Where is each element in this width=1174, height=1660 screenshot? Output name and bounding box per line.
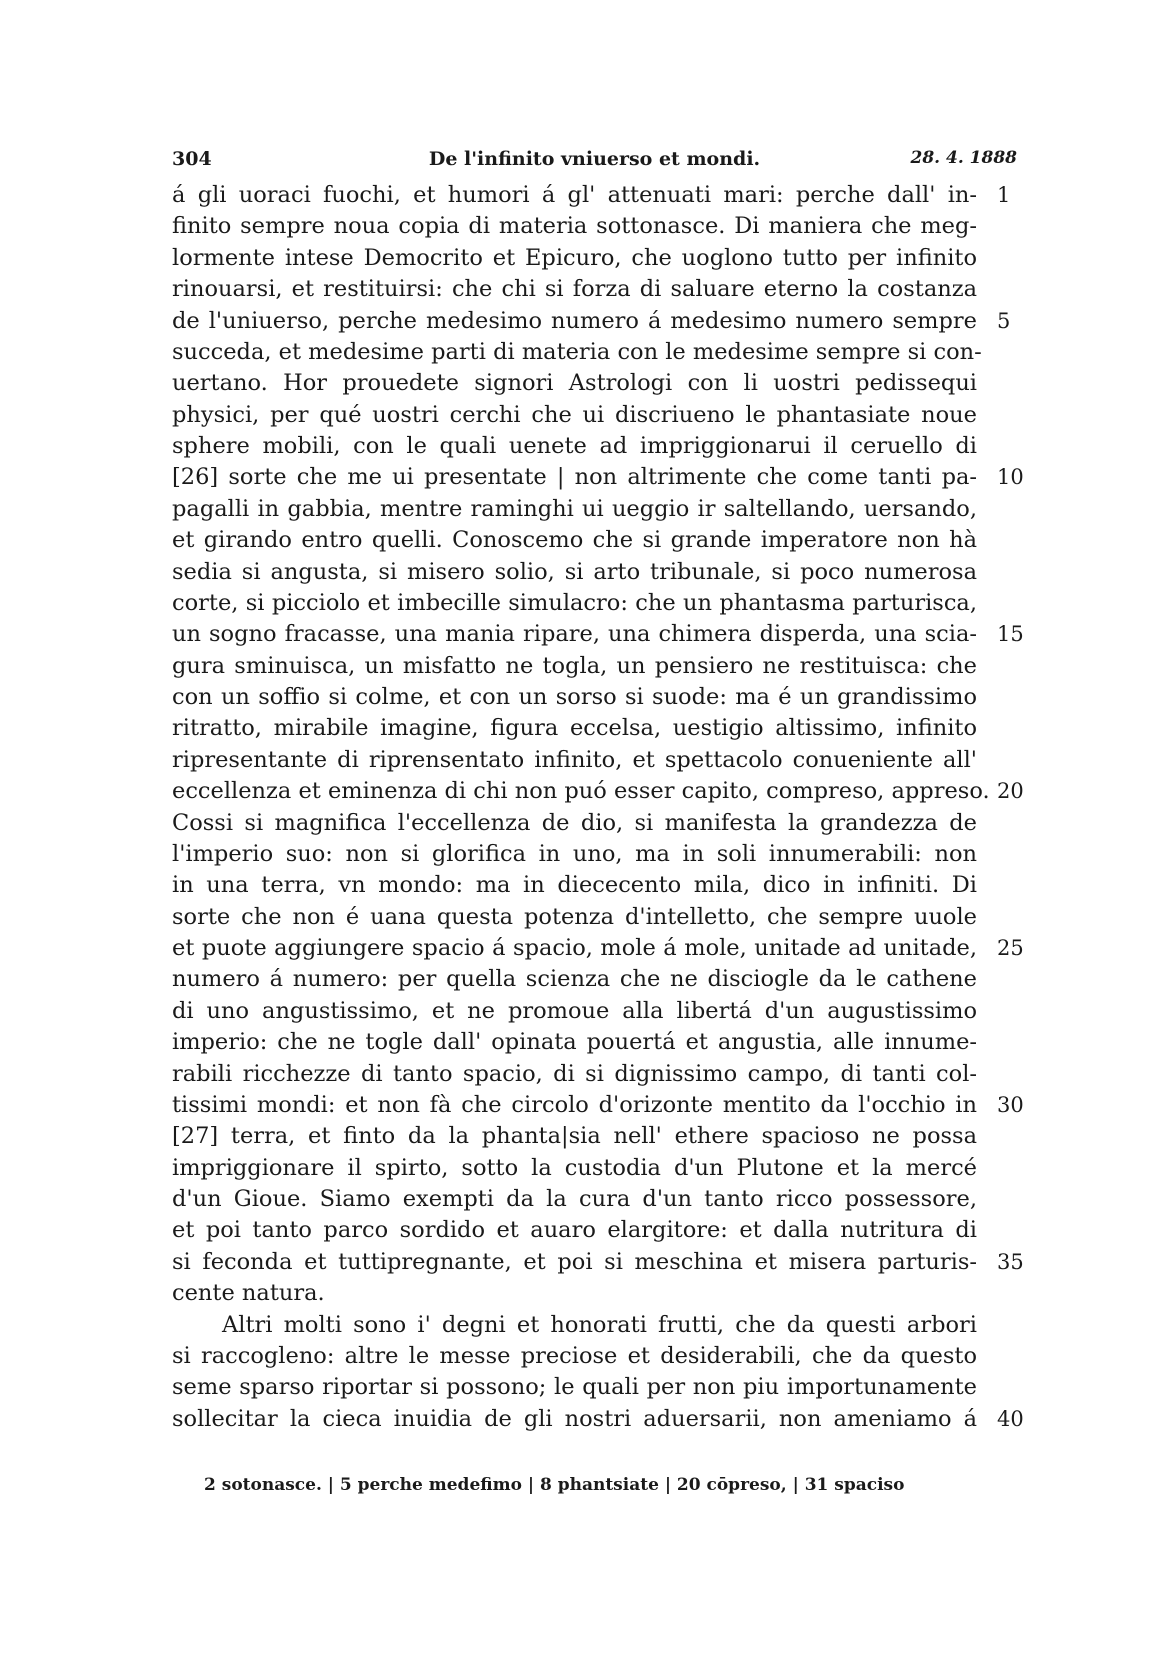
text-line: di uno angustissimo, et ne promoue alla libertá d'un augustissimo [172,997,977,1024]
text-line: Cossi si magnifica l'eccellenza de dio, si manifesta la grandezza de [172,809,977,836]
text-line: rabili ricchezze di tanto spacio, di si dignissimo campo, di tanti col- [172,1060,977,1087]
text-line: rinouarsi, et restituirsi: che chi si forza di saluare eterno la costanza [172,276,977,303]
text-line: d'un Gioue. Siamo exempti da la cura d'un tanto ricco possessore, [172,1186,977,1212]
text-line: un sogno fracasse, una mania ripare, una chimera disperda, una scia- 15 [172,619,977,650]
text-line: uertano. Hor prouedete signori Astrologi con li uostri pedissequi [172,370,977,397]
header-date: 28. 4. 1888 [910,148,1017,168]
running-title: De l'infinito vniuerso et mondi. [428,148,761,170]
text-line: sphere mobili, con le quali uenete ad impriggionarui il ceruello di [172,433,977,459]
text-line: et girando entro quelli. Conoscemo che si grande imperatore non hà [172,527,977,554]
critical-apparatus: 2 sotonasce. | 5 perche medefimo | 8 phantsiate | 20 cōpreso, | 31 spaciso [204,1475,905,1495]
line-number: 5 [997,308,1011,333]
text-line: de l'uniuerso, perche medesimo numero á medesimo numero sempre 5 [172,306,977,337]
line-number: 30 [997,1092,1024,1117]
line-number: 35 [997,1249,1024,1274]
text-line: si feconda et tuttipregnante, et poi si meschina et misera parturis- 35 [172,1247,977,1278]
text-line: si raccogleno: altre le messe preciose et desiderabili, che da questo [172,1342,977,1369]
text-line: in una terra, vn mondo: ma in diececento mila, dico in infiniti. Di [172,872,977,899]
line-number: 25 [997,936,1024,960]
text-line: sorte che non é uana questa potenza d'intelletto, che sempre uuole [172,903,977,930]
text-line: sollecitar la cieca inuidia de gli nostri aduersarii, non ameniamo á 40 [172,1404,977,1435]
text-line: et poi tanto parco sordido et auaro elargitore: et dalla nutritura di [172,1217,977,1244]
text-line: sedia si angusta, si misero solio, si arto tribunale, si poco numerosa [172,558,977,585]
text-line: Altri molti sono i' degni et honorati frutti, che da questi arbori [222,1311,977,1338]
line-number: 1 [997,183,1011,207]
text-line: et puote aggiungere spacio á spacio, mole á mole, unitade ad unitade, 25 [172,933,977,964]
text-line: corte, si picciolo et imbecille simulacro: che un phantasma parturisca, [172,589,977,616]
line-number: 40 [997,1406,1024,1431]
line-number: 15 [997,622,1024,647]
text-line: [26] sorte che me ui presentate | non altrimente che come tanti pa- 10 [172,462,977,493]
text-line: gura sminuisca, un misfatto ne togla, un pensiero ne restituisca: che [172,652,977,679]
main-text [172,180,1024,1435]
text-line: imperio: che ne togle dall' opinata pouertá et angustia, alle innume- [172,1029,977,1056]
text-line: finito sempre noua copia di materia sottonasce. Di maniera che meg- [172,213,977,240]
text-line: l'imperio suo: non si glorifica in uno, ma in soli innumerabili: non [172,840,977,867]
text-line: cente natura. [172,1280,325,1307]
running-header [172,148,1017,172]
text-line: physici, per qué uostri cerchi che ui discriueno le phantasiate noue [172,401,977,428]
text-line: ritratto, mirabile imagine, figura eccelsa, uestigio altissimo, infinito [172,715,977,742]
text-line: á gli uoraci fuochi, et humori á gl' attenuati mari: perche dall' in- 1 [172,180,977,211]
text-line: con un soffio si colme, et con un sorso si suode: ma é un grandissimo [172,684,977,710]
text-line: lormente intese Democrito et Epicuro, che uoglono tutto per infinito [172,244,977,271]
text-line: impriggionare il spirto, sotto la custodia d'un Plutone et la mercé [172,1154,977,1181]
text-line: tissimi mondi: et non fà che circolo d'orizonte mentito da l'occhio in 30 [172,1090,977,1121]
text-line: [27] terra, et finto da la phanta|sia nell' ethere spacioso ne possa [172,1123,977,1150]
text-line: ripresentante di riprensentato infinito, et spettacolo conueniente all' [172,746,977,773]
text-line: succeda, et medesime parti di materia con le medesime sempre si con- [172,338,982,365]
text-line: numero á numero: per quella scienza che ne disciogle da le cathene [172,966,977,993]
line-number: 10 [997,465,1024,490]
page-number: 304 [172,148,212,170]
line-number: 20 [997,779,1024,804]
text-line: pagalli in gabbia, mentre raminghi ui ueggio ir saltellando, uersando, [172,495,977,522]
text-line: seme sparso riportar si possono; le quali per non piu importunamente [172,1374,977,1401]
text-line: eccellenza et eminenza di chi non puó esser capito, compreso, appreso. 20 [172,776,977,807]
